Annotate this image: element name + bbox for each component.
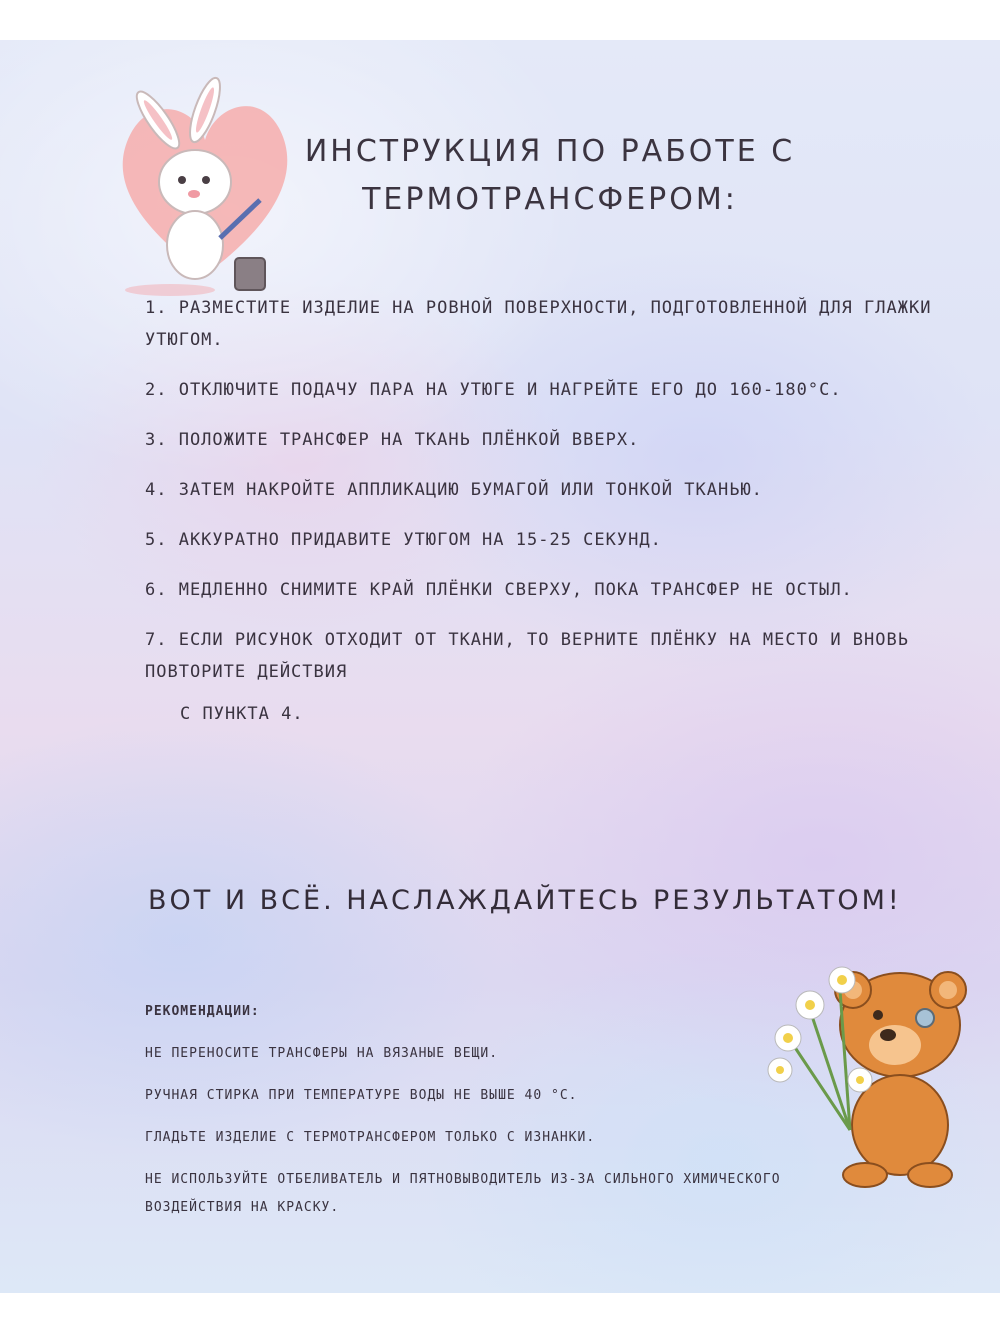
step-item: 6. МЕДЛЕННО СНИМИТЕ КРАЙ ПЛЁНКИ СВЕРХУ, ПОКА ТРАНСФЕР НЕ ОСТЫЛ. [145,580,853,600]
title-line-1: ИНСТРУКЦИЯ ПО РАБОТЕ С [304,134,796,169]
step-item: 7. ЕСЛИ РИСУНОК ОТХОДИТ ОТ ТКАНИ, ТО ВЕРНИТЕ ПЛЁНКУ НА МЕСТО И ВНОВЬ ПОВТОРИТЕ ДЕЙСТВИЯ [145,630,909,682]
page-title [300,128,800,224]
step-item: 4. ЗАТЕМ НАКРОЙТЕ АППЛИКАЦИЮ БУМАГОЙ ИЛИ ТОНКОЙ ТКАНЬЮ. [145,480,763,500]
recommendation-item: ГЛАДЬТЕ ИЗДЕЛИЕ С ТЕРМОТРАНСФЕРОМ ТОЛЬКО С ИЗНАНКИ. [145,1130,596,1145]
step-item: 3. ПОЛОЖИТЕ ТРАНСФЕР НА ТКАНЬ ПЛЁНКОЙ ВВЕРХ. [145,430,640,450]
recommendation-item: НЕ ИСПОЛЬЗУЙТЕ ОТБЕЛИВАТЕЛЬ И ПЯТНОВЫВОДИТЕЛЬ ИЗ-ЗА СИЛЬНОГО ХИМИЧЕСКОГО ВОЗДЕЙСТВИЯ НА КРАСКУ. [145,1172,781,1215]
final-message: ВОТ И ВСЁ. НАСЛАЖДАЙТЕСЬ РЕЗУЛЬТАТОМ! [148,885,902,916]
bunny-heart-illustration [110,70,300,300]
instruction-steps [145,292,945,748]
recommendation-item: РУЧНАЯ СТИРКА ПРИ ТЕМПЕРАТУРЕ ВОДЫ НЕ ВЫШЕ 40 °С. [145,1088,578,1103]
step-item: 5. АККУРАТНО ПРИДАВИТЕ УТЮГОМ НА 15-25 СЕКУНД. [145,530,662,550]
recommendations-heading: РЕКОМЕНДАЦИИ: [145,1004,260,1019]
title-line-2: ТЕРМОТРАНСФЕРОМ: [362,182,738,217]
teddy-bear-illustration [750,930,980,1190]
instruction-card [0,40,1000,1293]
step-item: 2. ОТКЛЮЧИТЕ ПОДАЧУ ПАРА НА УТЮГЕ И НАГРЕЙТЕ ЕГО ДО 160-180°С. [145,380,842,400]
recommendation-item: НЕ ПЕРЕНОСИТЕ ТРАНСФЕРЫ НА ВЯЗАНЫЕ ВЕЩИ. [145,1046,499,1061]
step-7-continuation: С ПУНКТА 4. [180,704,304,724]
step-item: 1. РАЗМЕСТИТЕ ИЗДЕЛИЕ НА РОВНОЙ ПОВЕРХНОСТИ, ПОДГОТОВЛЕННОЙ ДЛЯ ГЛАЖКИ УТЮГОМ. [145,298,932,350]
